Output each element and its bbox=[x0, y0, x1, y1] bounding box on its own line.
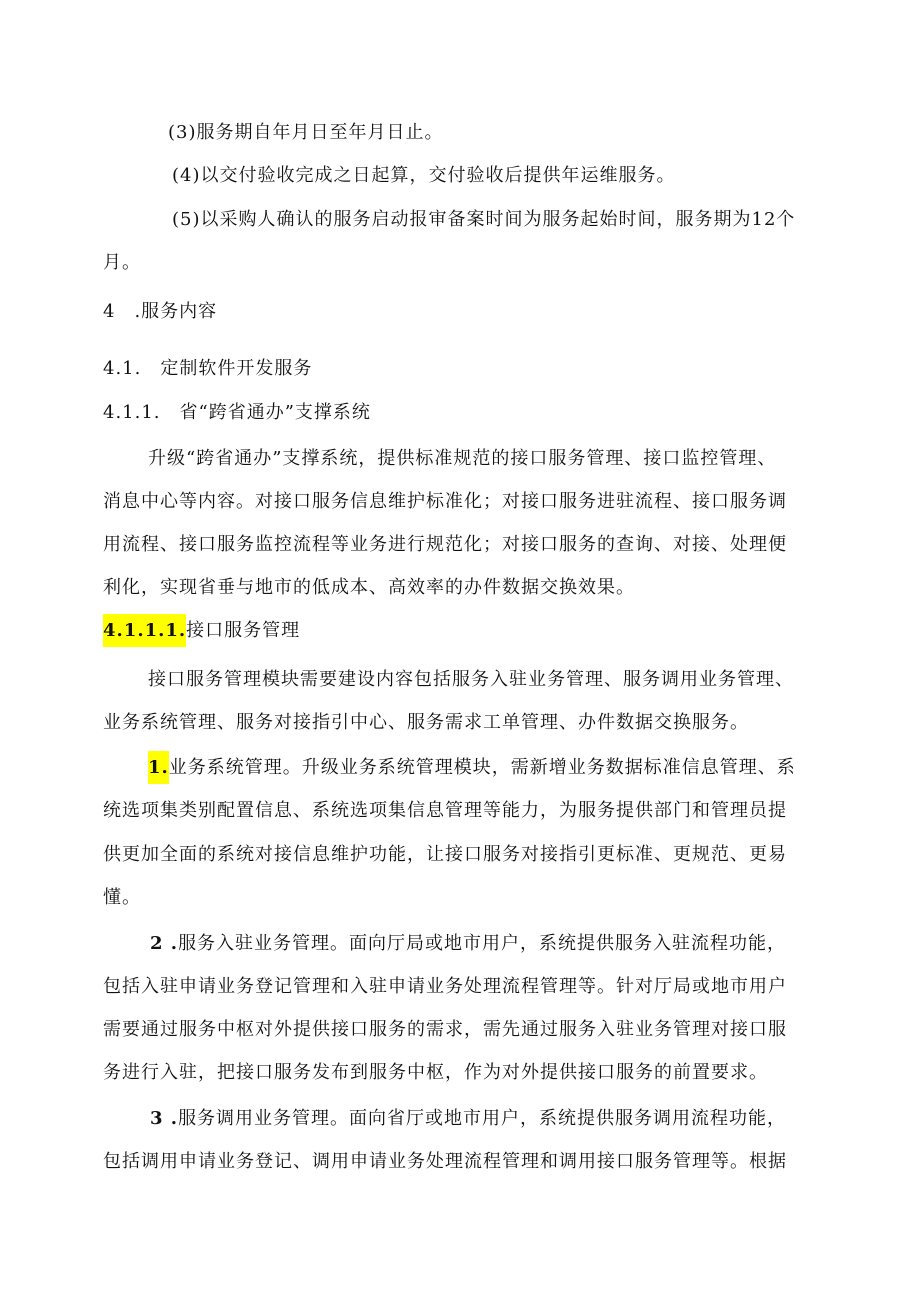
list-item-2-number: 2 . bbox=[150, 933, 179, 954]
section-4-1-heading: 4.1. 定制软件开发服务 bbox=[103, 358, 313, 379]
section-4-1-1-heading: 4.1.1. 省“跨省通办”支撑系统 bbox=[103, 402, 371, 423]
section-4-1-1-1-para-line1: 接口服务管理模块需要建设内容包括服务入驻业务管理、服务调用业务管理、 bbox=[148, 669, 794, 690]
list-item-1-line1 bbox=[148, 755, 796, 781]
list-item-1-line4: 懂。 bbox=[103, 887, 141, 908]
section-4-heading: 4 .服务内容 bbox=[103, 301, 218, 322]
item-5-text-line2: 月。 bbox=[103, 252, 141, 273]
list-item-1-line2: 统选项集类别配置信息、系统选项集信息管理等能力，为服务提供部门和管理员提 bbox=[103, 800, 787, 821]
section-4-1-1-para-line2: 消息中心等内容。对接口服务信息维护标准化；对接口服务进驻流程、接口服务调 bbox=[103, 491, 787, 512]
list-item-2-text: 服务入驻业务管理。面向厅局或地市用户，系统提供服务入驻流程功能， bbox=[178, 933, 787, 954]
section-4-1-1-para-line3: 用流程、接口服务监控流程等业务进行规范化；对接口服务的查询、对接、处理便 bbox=[103, 534, 787, 555]
list-item-2-line4: 务进行入驻，把接口服务发布到服务中枢，作为对外提供接口服务的前置要求。 bbox=[103, 1062, 768, 1083]
list-item-2-line2: 包括入驻申请业务登记管理和入驻申请业务处理流程管理等。针对厅局或地市用户 bbox=[103, 976, 787, 997]
list-item-3-line2: 包括调用申请业务登记、调用申请业务处理流程管理和调用接口服务管理等。根据 bbox=[103, 1151, 787, 1172]
list-item-3-line1 bbox=[150, 1106, 786, 1132]
section-4-1-1-para-line4: 利化，实现省垂与地市的低成本、高效率的办件数据交换效果。 bbox=[103, 577, 635, 598]
list-item-2-line1 bbox=[150, 931, 786, 957]
list-item-1-text: 业务系统管理。升级业务系统管理模块，需新增业务数据标准信息管理、系 bbox=[168, 757, 796, 778]
section-4-1-1-1-heading bbox=[103, 618, 300, 644]
highlighted-list-number: 1. bbox=[148, 751, 169, 784]
list-item-3-number: 3 . bbox=[150, 1108, 179, 1129]
list-item-2-line3: 需要通过服务中枢对外提供接口服务的需求，需先通过服务入驻业务管理对接口服 bbox=[103, 1019, 787, 1040]
section-4-1-1-para-line1: 升级“跨省通办”支撑系统，提供标准规范的接口服务管理、接口监控管理、 bbox=[148, 448, 777, 469]
item-5-text-line1: (5)以采购人确认的服务启动报审备案时间为服务起始时间，服务期为12个 bbox=[172, 209, 796, 230]
section-4-1-1-1-title: 接口服务管理 bbox=[186, 620, 301, 641]
item-4-text: (4)以交付验收完成之日起算，交付验收后提供年运维服务。 bbox=[172, 165, 676, 186]
list-item-3-text: 服务调用业务管理。面向省厅或地市用户，系统提供服务调用流程功能， bbox=[178, 1108, 787, 1129]
highlighted-section-number: 4.1.1.1. bbox=[103, 614, 186, 647]
section-4-1-1-1-para-line2: 业务系统管理、服务对接指引中心、服务需求工单管理、办件数据交换服务。 bbox=[103, 712, 749, 733]
list-item-1-line3: 供更加全面的系统对接信息维护功能，让接口服务对接指引更标准、更规范、更易 bbox=[103, 844, 787, 865]
item-3-text: (3)服务期自年月日至年月日止。 bbox=[168, 122, 444, 143]
